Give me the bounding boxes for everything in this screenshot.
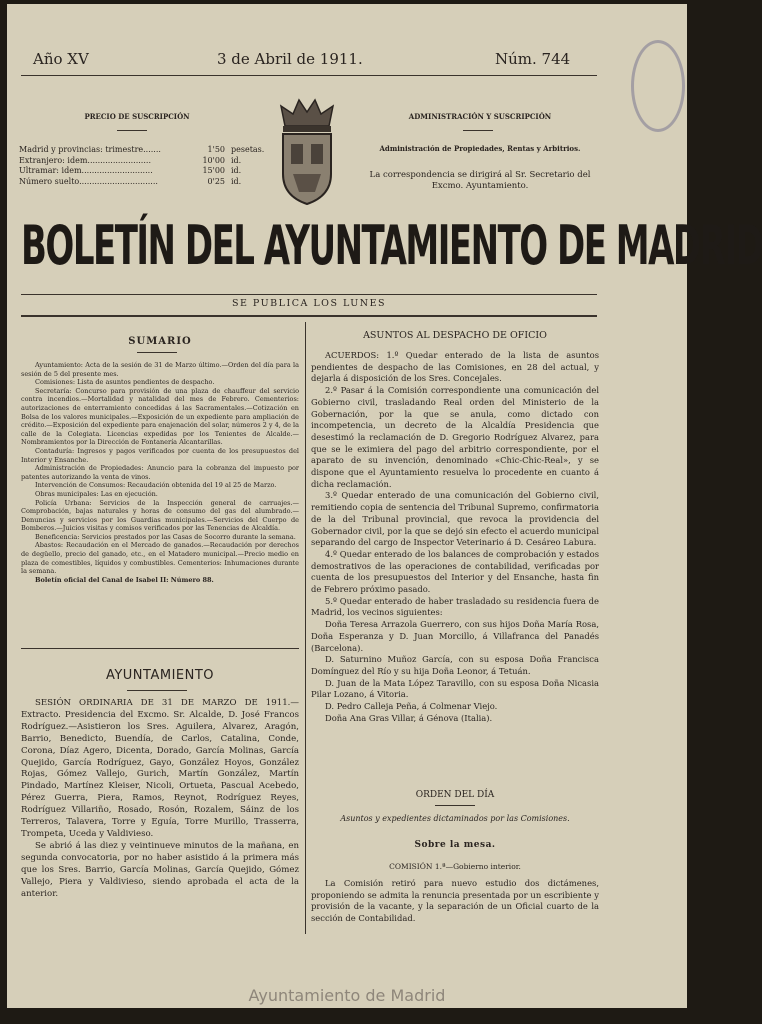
prices-rule [117,130,147,131]
issue-number: Núm. 744 [495,50,571,68]
price-row: Extranjero: idem......................... 10'00 id. [19,155,242,165]
year-label: Año XV [33,50,89,68]
comision-title: COMISIÓN 1.ª—Gobierno interior. [389,862,521,871]
masthead-rule-top [21,294,597,295]
comision-body: La Comisión retiró para nuevo estudio dos dictámenes, proponiendo se admita la renuncia presentada por un escribiente y provisión de la vacante, y la separación de un Oficial cuarto de la sección de Contabilidad. [311,878,599,924]
orden-title: ORDEN DEL DÍA [415,790,495,800]
orden-subtitle: Asuntos y expedientes dictaminados por las Comisiones. [340,814,570,823]
mesa-title: Sobre la mesa. [414,840,496,850]
despacho-title: ASUNTOS AL DESPACHO DE OFICIO [363,330,547,341]
ayuntamiento-rule [127,690,187,691]
watermark: Ayuntamiento de Madrid [248,986,446,1005]
summary-rule [137,352,177,353]
admin-subtitle: Administración de Propiedades, Rentas y Arbitrios. [379,144,581,153]
price-row: Ultramar: idem............................ 15'00 id. [19,166,242,176]
summary-end-rule [21,648,299,649]
summary-body: Ayuntamiento: Acta de la sesión de 31 de Marzo último.—Orden del día para la sesión de 5 del presente mes. Comisiones: Lista de asuntos pendientes de despacho. Secretaría: Concurso para provisión de una plaza de chauffeur del servicio contra incendios.—Mortalidad y natalidad del mes de Febrero. Cementerios: autorizaciones de enterramiento concedidas á las Sacramentales.—Cotización en Bolsa de los valores municipales.—Exposición de un expediente para ampliación de crédito.—Exposición del expediente para enajenación del solar, números 2 y 4, de la calle de la Colegiata. Licencias expedidas por los Tenientes de Alcalde.—Nombramientos por la Dirección de Fontanería Alcantarillas. Contaduría: Ingresos y pagos verificados por cuenta de los presupuestos del Interior y Ensanche. Administración de Propiedades: Anuncio para la cobranza del impuesto por patentes autorizando la venta de vinos. Intervención de Consumos: Recaudación obtenida del 19 al 25 de Marzo. Obras municipales: Las en ejecución. Policía Urbana: Servicios de la Inspección general de carruajes.—Comprobación, bajas naturales y horas de consumo del gas del alumbrado.—Denuncias y servicios por los Guardias municipales.—Servicios del Cuerpo de Bomberos.—Juicios visitas y comisos verificados por las Tenencias de Alcaldía. Beneficencia: Servicios prestados por las Casas de Socorro durante la semana. Abastos: Recaudación en el Mercado de ganados.—Recaudación por derechos de degüello, precio del ganado, etc., en el Matadero municipal.—Precio medio en plaza de comestibles, líquidos y combustibles. Cementerios: Inhumaciones durante la semana. Boletín oficial del Canal de Isabel II: Número 88. [21,361,299,584]
coat-of-arms-icon [275,96,339,208]
orden-rule [435,805,475,806]
library-stamp [631,40,685,132]
admin-note: La correspondencia se dirigirá al Sr. Secretario del Excmo. Ayuntamiento. [369,170,591,191]
publication-note: SE PUBLICA LOS LUNES [231,298,387,309]
admin-rule [463,130,493,131]
masthead-title: BOLETÍN DEL AYUNTAMIENTO DE MADRID [21,214,762,279]
ayuntamiento-title: AYUNTAMIENTO [105,668,215,683]
despacho-body: ACUERDOS: 1.º Quedar enterado de la lista de asuntos pendientes de despacho de las Comisiones, en 28 del actual, y dejarla á disposición de los Sres. Concejales. 2.º Pasar á la Comisión correspondiente una comunicación del Gobierno civil, trasladando Real orden del Ministerio de la Gobernación, por la que se anula, como dictado con incompetencia, un decreto de la Alcaldía Presidencia que desestimó la reclamación de D. Gregorio Rodríguez Alvarez, para que se le eximiera del pago del arbitrio correspondiente, por el aparato de su invención, denominado «Chic-Chic-Real», y se dispone que el Ayuntamiento resuelva lo procedente en cuanto á dicha reclamación. 3.º Quedar enterado de una comunicación del Gobierno civil, remitiendo copia de sentencia del Tribunal Supremo, confirmatoria de la del Tribunal provincial, que revoca la providencia del Gobernador civil, por la que se dejó sin efecto el acuerdo municipal separando del cargo de Inspector Veterinario á D. Cesáreo Labura. 4.º Quedar enterado de los balances de comprobación y estados demostrativos de las operaciones de contabilidad, verificadas por cuenta de los presupuestos del Interior y del Ensanche, hasta fin de Febrero próximo pasado. 5.º Quedar enterado de haber trasladado su residencia fuera de Madrid, los vecinos siguientes: Doña Teresa Arrazola Guerrero, con sus hijos Doña María Rosa, Doña Esperanza y D. Juan Morcillo, á Villafranca del Panadés (Barcelona). D. Saturnino Muñoz García, con su esposa Doña Francisca Domínguez del Río y su hija Doña Leonor, á Tetuán. D. Juan de la Mata López Taravillo, con su esposa Doña Nicasia Pilar Lozano, á Vitoria. D. Pedro Calleja Peña, á Colmenar Viejo. Doña Ana Gras Villar, á Génova (Italia). [311,350,599,723]
column-divider [305,322,306,934]
masthead [21,214,762,282]
price-row: Madrid y provincias: trimestre....... 1'50 pesetas. [19,145,265,154]
ayuntamiento-body: SESIÓN ORDINARIA DE 31 DE MARZO DE 1911.—Extracto. Presidencia del Excmo. Sr. Alcalde, D. José Francos Rodríguez.—Asistieron los Sres. Aguilera, Alvarez, Aragón, Barrio, Benedicto, Buendía, de Carlos, Catalina, Conde, Corona, Díaz Agero, Dicenta, Dorado, García Molinas, García Quejido, García Rodríguez, Gayo, González Hoyos, González Rojas, Gómez Vallejo, Gurich, Martín González, Martín Pindado, Martínez Kleiser, Nicoli, Ortueta, Pascual Acebedo, Pérez Guerra, Piera, Ramos, Reynot, Rodríguez Reyes, Rodríguez Villariño, Rosado, Rosón, Rozalem, Sáinz de los Terreros, Talavera, Torre y Eguía, Torre Murillo, Trasserra, Trompeta, Uceda y Valdivieso. Se abrió á las diez y veintinueve minutos de la mañana, en segunda convocatoria, por no haber asistido á la primera más que los Sres. Barrio, García Molinas, García Quejido, Gómez Vallejo, Piera y Valdivieso, siendo aprobada el acta de la anterior. [21,698,299,899]
prices-title: PRECIO DE SUSCRIPCIÓN [84,112,190,121]
header-rule [21,75,597,76]
price-row: Número suelto............................... 0'25 id. [19,176,242,186]
admin-title: ADMINISTRACIÓN Y SUSCRIPCIÓN [408,112,552,121]
issue-date: 3 de Abril de 1911. [217,50,363,68]
summary-title: SUMARIO [128,336,192,347]
newspaper-page [7,4,762,1008]
prices-table [19,145,269,187]
masthead-rule-bottom [21,315,597,317]
